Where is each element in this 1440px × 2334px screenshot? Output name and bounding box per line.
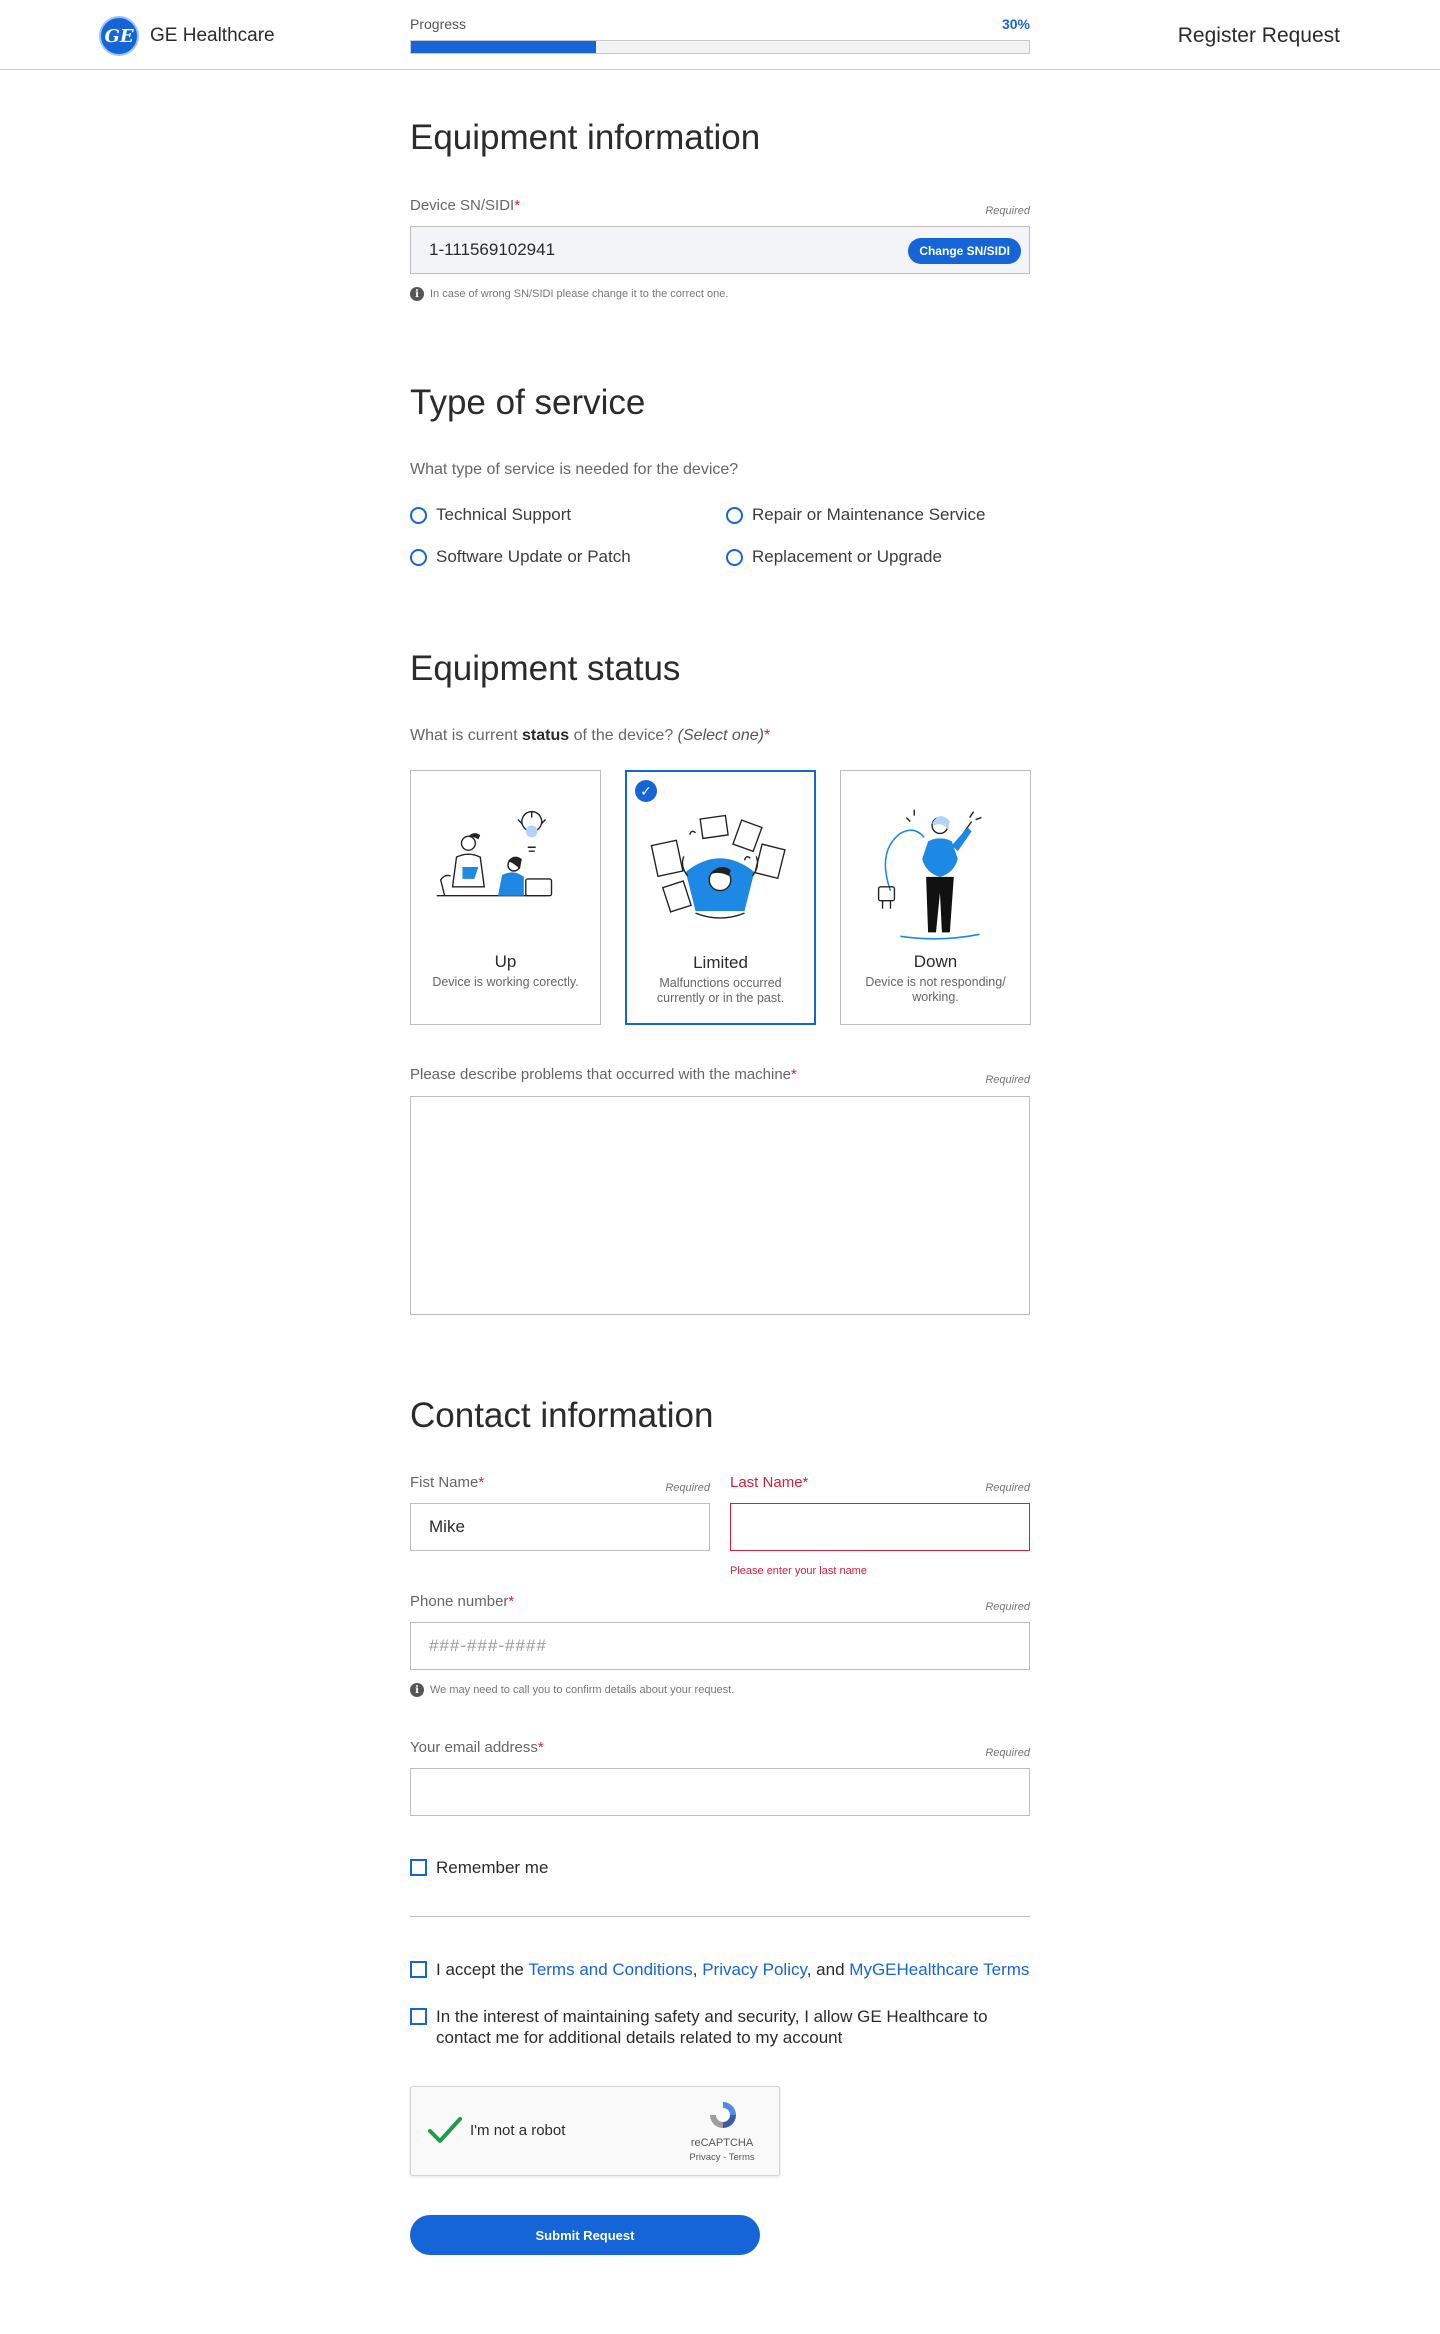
radio-label: Software Update or Patch [436, 547, 631, 566]
radio-button[interactable] [410, 549, 427, 566]
required-note: Required [665, 1482, 710, 1494]
radio-button[interactable] [410, 507, 427, 524]
radio-replacement-upgrade[interactable] [726, 547, 942, 567]
papers-chaos-illustration [627, 802, 814, 942]
remember-me-checkbox[interactable] [410, 1859, 427, 1876]
device-sn-hint-text: In case of wrong SN/SIDI please change it to the correct one. [430, 288, 729, 300]
phone-hint [410, 1683, 734, 1697]
accept-terms-row[interactable] [410, 1959, 1030, 1980]
device-sn-field[interactable] [410, 226, 1030, 274]
contact-consent-label: In the interest of maintaining safety and security, I allow GE Healthcare to contact me for additional details related to my account [436, 2007, 988, 2047]
service-type-heading: Type of service [410, 383, 646, 422]
required-note: Required [985, 1074, 1030, 1086]
phone-label: Phone number* [410, 1593, 515, 1610]
last-name-field[interactable] [730, 1503, 1030, 1551]
radio-label: Replacement or Upgrade [752, 547, 942, 566]
status-card-limited[interactable] [625, 770, 816, 1025]
change-sn-button[interactable]: Change SN/SIDI [908, 238, 1021, 264]
device-sn-value: 1-111569102941 [429, 240, 556, 259]
equipment-status-heading: Equipment status [410, 649, 681, 688]
brand-name: GE Healthcare [150, 25, 275, 46]
recaptcha-brand: reCAPTCHA [690, 2137, 754, 2149]
radio-button[interactable] [726, 549, 743, 566]
contact-info-heading: Contact information [410, 1396, 714, 1435]
radio-label: Technical Support [436, 505, 572, 524]
contact-consent-checkbox[interactable] [410, 2008, 427, 2025]
status-card-down[interactable] [840, 770, 1031, 1025]
green-check-icon[interactable] [427, 2115, 463, 2145]
status-question: What is current status of the device? (Select one)* [410, 727, 771, 744]
first-name-label: Fist Name* [410, 1474, 485, 1491]
accept-terms-label: I accept the Terms and Conditions, Privacy Policy, and MyGEHealthcare Terms [436, 1960, 1030, 1979]
recaptcha-widget[interactable] [410, 2086, 780, 2176]
status-card-title: Down [913, 952, 958, 971]
status-card-up[interactable] [410, 770, 601, 1025]
info-icon: i [410, 287, 424, 301]
privacy-link[interactable]: Privacy Policy [702, 1960, 807, 1979]
page-title: Register Request [1177, 24, 1340, 47]
check-icon: ✓ [635, 780, 657, 802]
contact-consent-row[interactable] [410, 2006, 1010, 2048]
status-card-desc: Device is not responding/ working. [865, 975, 1006, 1004]
last-name-label: Last Name* [730, 1474, 809, 1491]
required-note: Required [985, 205, 1030, 217]
top-header [0, 0, 1440, 70]
status-card-title: Up [494, 952, 517, 971]
email-label: Your email address* [410, 1739, 544, 1756]
remember-me-label: Remember me [436, 1858, 549, 1877]
remember-me-row[interactable] [410, 1857, 548, 1878]
unplugged-woman-illustration [841, 801, 1030, 941]
required-note: Required [985, 1747, 1030, 1759]
radio-repair-maintenance[interactable] [726, 505, 985, 525]
recaptcha-logo-icon [707, 2099, 739, 2131]
not-a-robot-label: I'm not a robot [470, 2122, 566, 2139]
progress-percent: 30% [1001, 16, 1030, 32]
required-note: Required [985, 1601, 1030, 1613]
mygehealthcare-terms-link[interactable]: MyGEHealthcare Terms [849, 1960, 1030, 1979]
phone-placeholder: ###-###-#### [429, 1636, 547, 1655]
required-note: Required [985, 1482, 1030, 1494]
device-sn-hint [410, 287, 728, 301]
progress-label: Progress [410, 16, 467, 32]
equipment-info-heading: Equipment information [410, 118, 761, 157]
info-icon: i [410, 1683, 424, 1697]
ge-logo[interactable]: GE [99, 16, 139, 56]
radio-button[interactable] [726, 507, 743, 524]
last-name-error: Please enter your last name [730, 1565, 867, 1577]
submit-request-button[interactable]: Submit Request [410, 2215, 760, 2255]
terms-link[interactable]: Terms and Conditions [528, 1960, 693, 1979]
status-card-desc: Malfunctions occurred currently or in the past. [656, 976, 785, 1005]
recaptcha-links[interactable]: Privacy - Terms [689, 2152, 755, 2163]
phone-hint-text: We may need to call you to confirm details about your request. [430, 1684, 735, 1696]
radio-software-update[interactable] [410, 547, 631, 567]
radio-technical-support[interactable] [410, 505, 571, 525]
accept-terms-checkbox[interactable] [410, 1961, 427, 1978]
status-card-title: Limited [693, 953, 748, 972]
first-name-value: Mike [429, 1517, 465, 1536]
device-sn-label: Device SN/SIDI* [410, 197, 521, 214]
phone-field[interactable] [410, 1622, 1030, 1670]
service-type-question: What type of service is needed for the device? [410, 461, 739, 478]
first-name-field[interactable] [410, 1503, 710, 1551]
status-card-desc: Device is working corectly. [432, 975, 579, 989]
people-at-desk-illustration [411, 801, 600, 941]
progress-bar [410, 40, 1030, 54]
progress-bar-fill [411, 41, 596, 53]
email-field[interactable] [410, 1768, 1030, 1816]
problems-label: Please describe problems that occurred with the machine* [410, 1066, 797, 1083]
problems-textarea[interactable] [410, 1096, 1030, 1315]
radio-label: Repair or Maintenance Service [752, 505, 986, 524]
divider [410, 1916, 1030, 1917]
